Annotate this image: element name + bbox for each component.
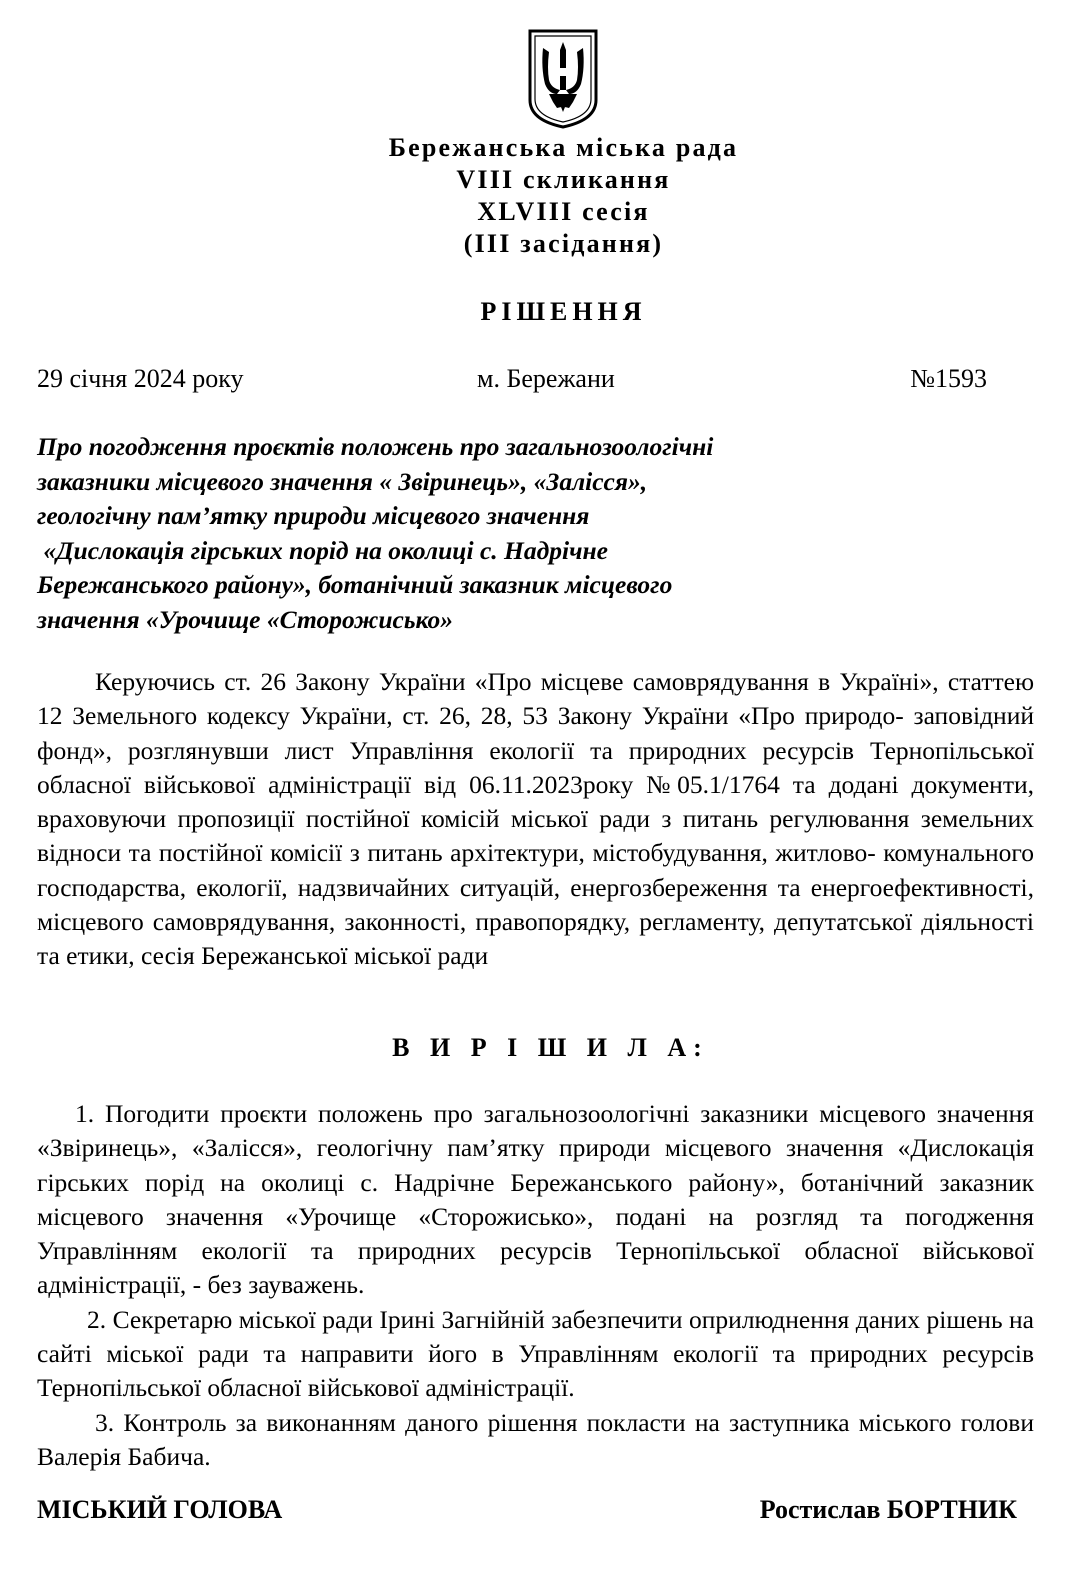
decision-city: м. Бережани	[477, 364, 615, 393]
meta-row	[37, 364, 987, 396]
decision-item-1: 1. Погодити проєкти положень про загальнозоологічні заказники місцевого значення «Звіринець», «Залісся», геологічну пам’ятку природи місцевого значення «Дислокація гірських порід на околиці с. Надрічне Бережанського району», ботанічний заказник місцевого значення «Урочище «Сторожисько», подані на розгляд та погодження Управлінням екології та природних ресурсів Тернопільської обласної військової адміністрації, - без зауважень.	[37, 1099, 1034, 1300]
decision-date: 29 січня 2024 року	[37, 364, 244, 393]
signature-block	[37, 1495, 1017, 1529]
decision-item-3: 3. Контроль за виконанням даного рішення покласти на заступника міського голови Валерія Бабича.	[37, 1407, 1034, 1471]
subject-line: «Дислокація гірських порід на околиці с. Надрічне	[37, 535, 608, 565]
subject-line: значення «Урочище «Сторожисько»	[37, 604, 453, 634]
convocation: VIII скликання	[456, 165, 671, 194]
council-name: Бережанська міська рада	[388, 133, 739, 162]
decision-items	[37, 1097, 1034, 1474]
decision-item-2: 2. Секретарю міської ради Ірині Загнійній забезпечити оприлюднення даних рішень на сайті міської ради та направити його в Управлінням екології та природних ресурсів Тернопільської обласної військової адміністрації.	[37, 1304, 1034, 1403]
council-header	[0, 132, 1071, 260]
signatory-position: МІСЬКИЙ ГОЛОВА	[37, 1495, 283, 1524]
trident-coat-of-arms-icon	[527, 28, 599, 130]
subject-line: Бережанського району», ботанічний заказник місцевого	[37, 570, 673, 599]
subject-line: Про погодження проєктів положень про загальнозоологічні	[37, 432, 714, 461]
decision-number: №1593	[910, 364, 987, 393]
session: XLVIII сесія	[477, 197, 650, 226]
signatory-name: Ростислав БОРТНИК	[759, 1495, 1017, 1524]
sitting: (III засідання)	[463, 229, 664, 258]
decision-subject	[37, 430, 857, 637]
preamble-paragraph: Керуючись ст. 26 Закону України «Про місцеве самоврядування в Україні», статтею 12 Земельного кодексу України, ст. 26, 28, 53 Закону України «Про природо- заповідний фонд», розглянувши лист Управління екології та природних ресурсів Тернопільської обласної військової адміністрації від 06.11.2023року №05.1/1764 та додані документи, враховуючи пропозиції постійної комісій міської ради з питань регулювання земельних відноси та постійної комісії з питань архітектури, містобудування, житлово- комунального господарства, екології, надзвичайних ситуацій, енергозбереження та енергоефективності, місцевого самоврядування, законності, правопорядку, регламенту, депутатської діяльності та етики, сесія Бережанської міської ради	[37, 667, 1034, 971]
document-title: РІШЕННЯ	[480, 297, 647, 326]
subject-line: заказники місцевого значення « Звіринець», «Залісся»,	[37, 466, 648, 496]
resolved-heading: В И Р І Ш И Л А:	[392, 1033, 709, 1062]
subject-line: геологічну пам’ятку природи місцевого значення	[37, 501, 590, 530]
